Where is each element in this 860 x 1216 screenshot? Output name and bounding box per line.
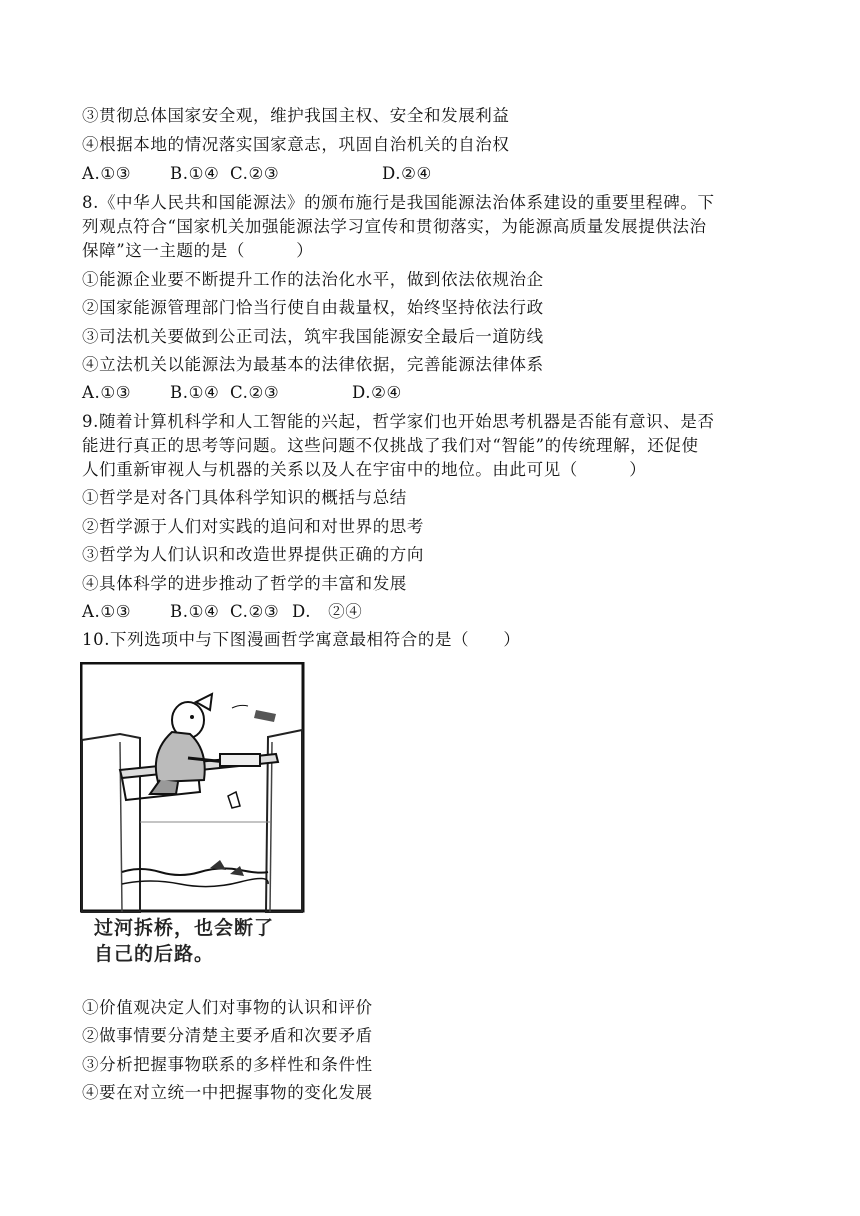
q7-options [82,160,800,188]
q8-stem-line-2: 列观点符合“国家机关加强能源法学习宣传和贯彻落实，为能源高质量发展提供法治 [82,217,707,236]
q9-stem-line-3: 人们重新审视人与机器的关系以及人在宇宙中的地位。由此可见（ ） [82,460,647,479]
q8-option-a: A.①③ [82,383,132,402]
q9-option-d: D. ②④ [292,602,363,621]
q7-option-c: C.②③ [230,164,280,183]
q8-option-b: B.①④ [170,383,220,402]
q7-item-3: ③贯彻总体国家安全观，维护我国主权、安全和发展利益 [82,106,510,125]
q7-option-d: D.②④ [382,164,432,183]
q7-item-4: ④根据本地的情况落实国家意志，巩固自治机关的自治权 [82,135,510,154]
q9-item-1: ①哲学是对各门具体科学知识的概括与总结 [82,488,407,507]
q9-item-3: ③哲学为人们认识和改造世界提供正确的方向 [82,545,424,564]
q8-item-3: ③司法机关要做到公正司法，筑牢我国能源安全最后一道防线 [82,327,544,346]
q10-stem: 10.下列选项中与下图漫画哲学寓意最相符合的是（ ） [82,630,521,649]
q9-item-2: ②哲学源于人们对实践的追问和对世界的思考 [82,517,424,536]
q9-options [82,598,800,626]
q8-option-d: D.②④ [352,383,402,402]
q8-options [82,379,800,407]
q9-option-a: A.①③ [82,602,132,621]
q8-option-c: C.②③ [230,383,280,402]
q10-item-1: ①价值观决定人们对事物的认识和评价 [82,998,373,1017]
q8-item-4: ④立法机关以能源法为最基本的法律依据，完善能源法律体系 [82,355,544,374]
q9-item-4: ④具体科学的进步推动了哲学的丰富和发展 [82,574,407,593]
q9-option-b: B.①④ [170,602,220,621]
q9-option-c: C.②③ [230,602,280,621]
q8-stem-line-1: 8.《中华人民共和国能源法》的颁布施行是我国能源法治体系建设的重要里程碑。下 [82,193,715,212]
q10-item-4: ④要在对立统一中把握事物的变化发展 [82,1083,373,1102]
q10-item-2: ②做事情要分清楚主要矛盾和次要矛盾 [82,1026,373,1045]
q7-option-b: B.①④ [170,164,220,183]
q8-stem-line-3: 保障”这一主题的是（ ） [82,241,314,260]
q8-item-1: ①能源企业要不断提升工作的法治化水平，做到依法依规治企 [82,270,544,289]
q9-stem-line-1: 9.随着计算机科学和人工智能的兴起，哲学家们也开始思考机器是否能有意识、是否 [82,412,715,431]
q7-option-a: A.①③ [82,164,132,183]
cartoon-caption: 过河拆桥，也会断了 自己的后路。 [94,917,275,965]
q9-stem-line-2: 能进行真正的思考等问题。这些问题不仅挑战了我们对“智能”的传统理解，还促使 [82,436,699,455]
q10-item-3: ③分析把握事物联系的多样性和条件性 [82,1055,373,1074]
q8-item-2: ②国家能源管理部门恰当行使自由裁量权，始终坚持依法行政 [82,298,544,317]
